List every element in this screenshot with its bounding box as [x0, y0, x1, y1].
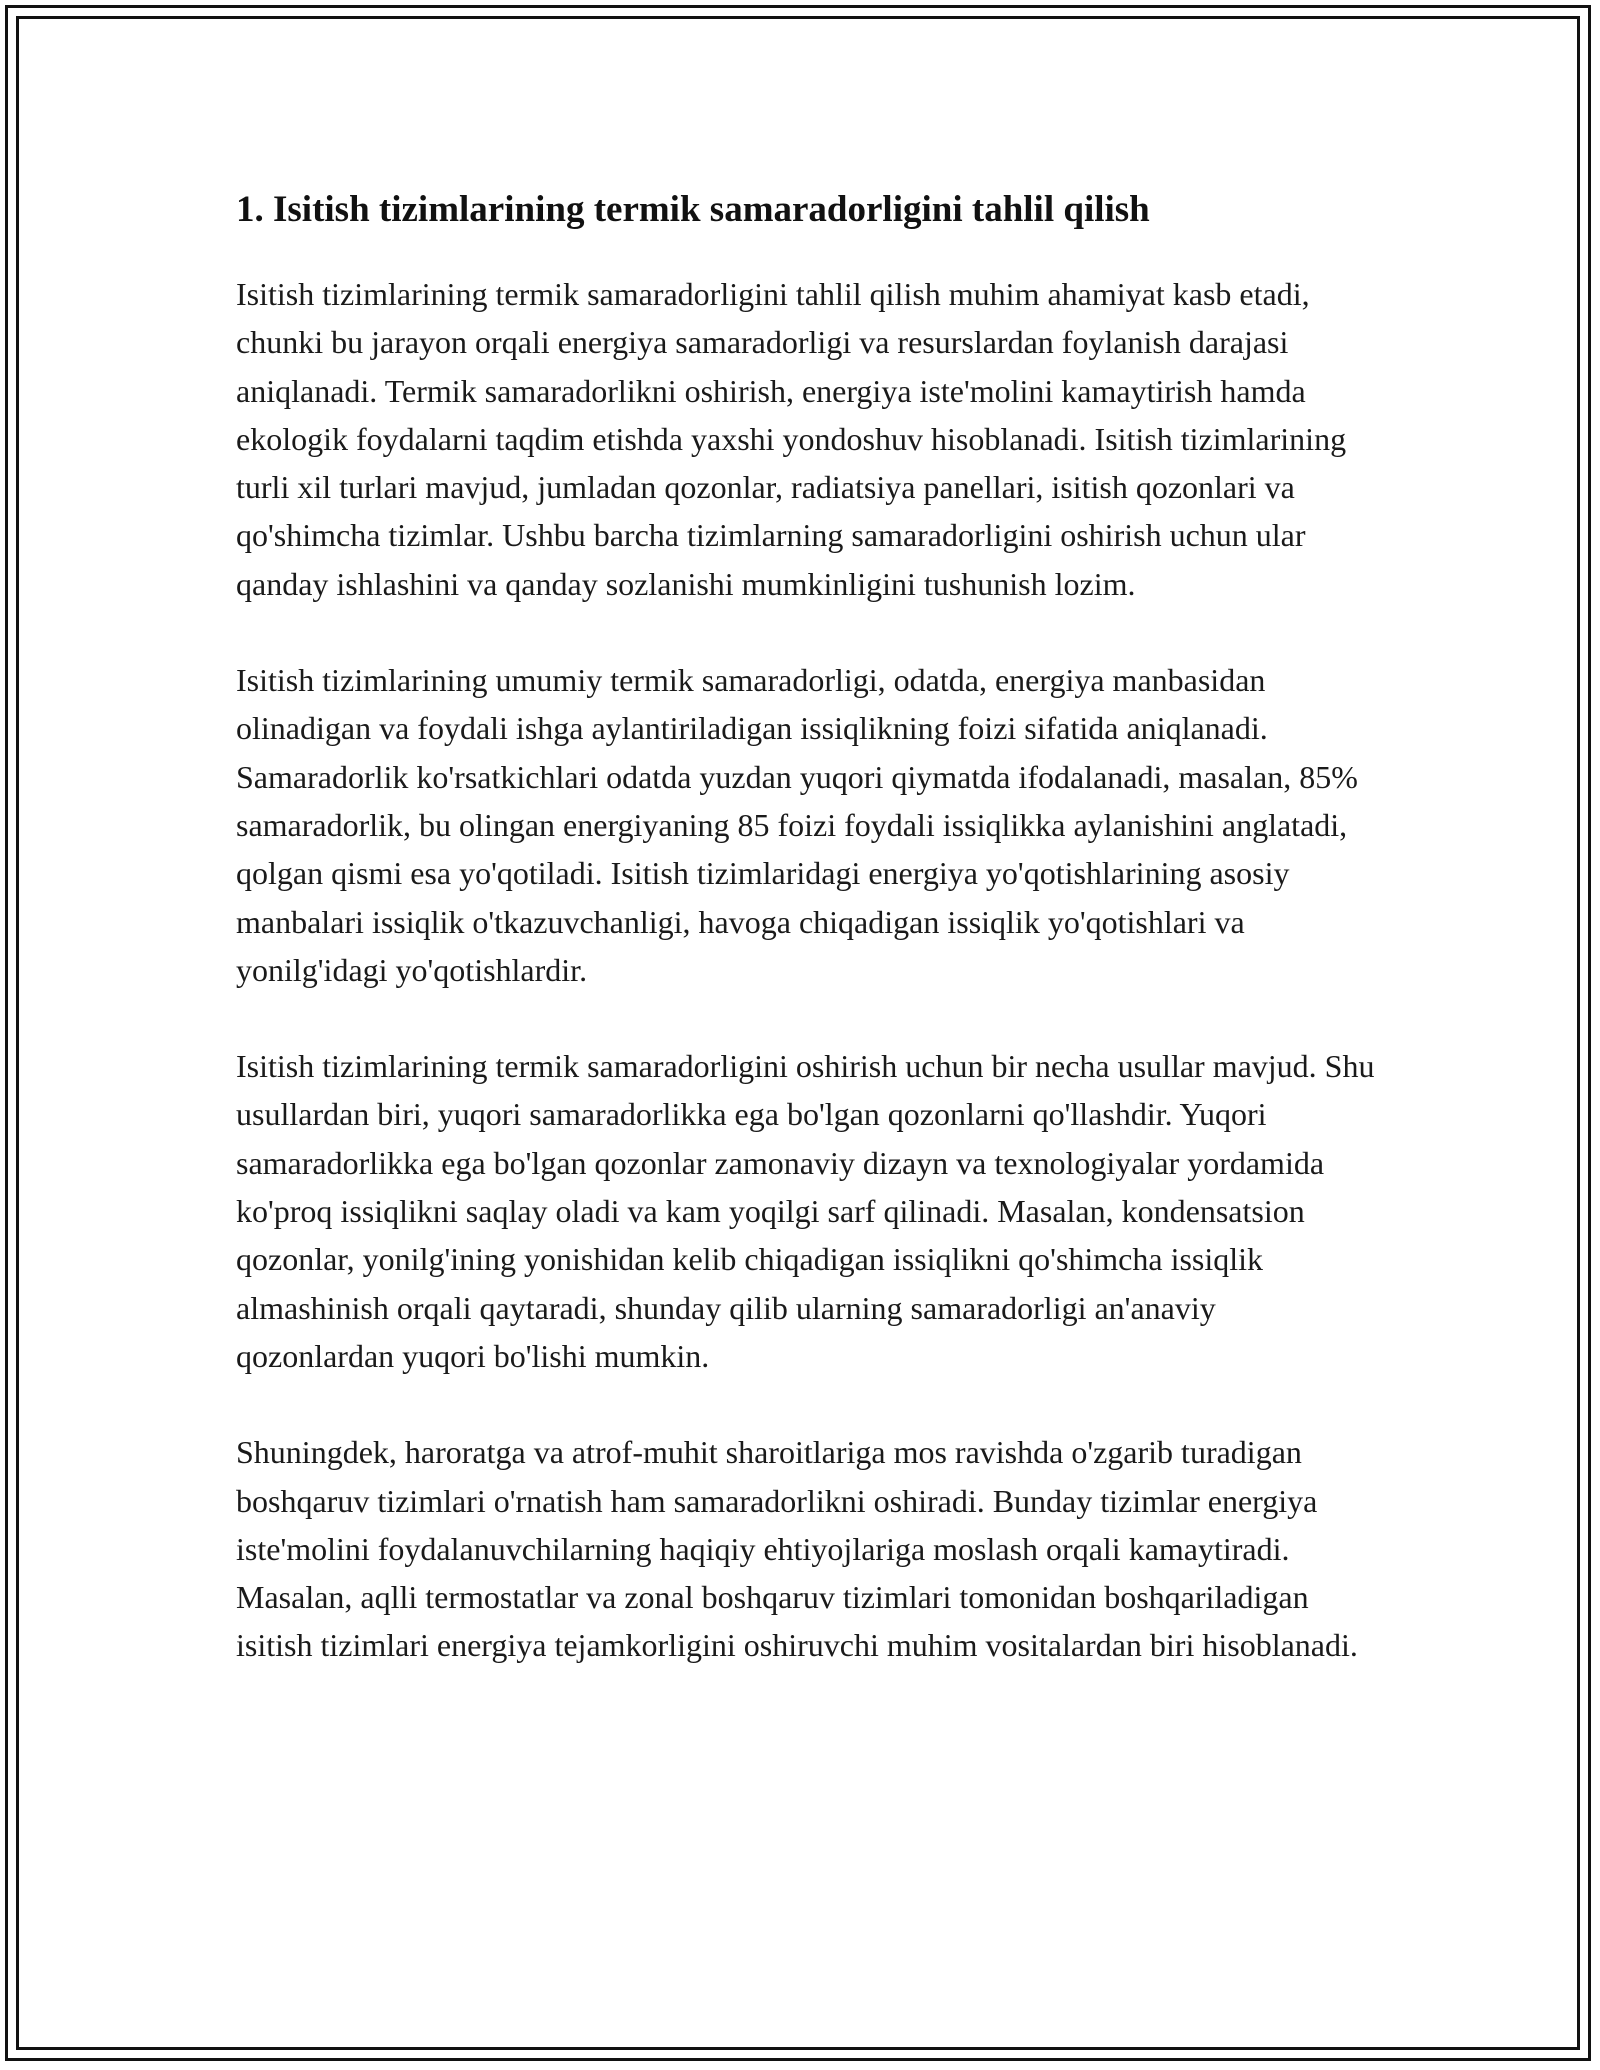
paragraph-4: Shuningdek, haroratga va atrof-muhit sharoitlariga mos ravishda o'zgarib turadigan boshqaruv tizimlari o'rnatish ham samaradorlikni oshiradi. Bunday tizimlar energiya iste'molini foydalanuvchilarning haqiqiy ehtiyojlariga moslash orqali kamaytiradi. Masalan, aqlli termostatlar va zonal boshqaruv tizimlari tomonidan boshqariladigan isitish tizimlari energiya tejamkorligini oshiruvchi muhim vositalardan biri hisoblanadi.	[236, 1434, 1358, 1664]
paragraph-2: Isitish tizimlarining umumiy termik samaradorligi, odatda, energiya manbasidan olinadigan va foydali ishga aylantiriladigan issiqlikning foizi sifatida aniqlanadi. Samaradorlik ko'rsatkichlari odatda yuzdan yuqori qiymatda ifodalanadi, masalan, 85% samaradorlik, bu olingan energiyaning 85 foizi foydali issiqlikka aylanishini anglatadi, qolgan qismi esa yo'qotiladi. Isitish tizimlaridagi energiya yo'qotishlarining asosiy manbalari issiqlik o'tkazuvchanligi, havoga chiqadigan issiqlik yo'qotishlari va yonilg'idagi yo'qotishlardir.	[236, 662, 1358, 988]
section-heading: 1. Isitish tizimlarining termik samaradorligini tahlil qilish	[236, 189, 1150, 230]
paragraph-3: Isitish tizimlarining termik samaradorligini oshirish uchun bir necha usullar mavjud. Shu usullardan biri, yuqori samaradorlikka ega bo'lgan qozonlarni qo'llashdir. Yuqori samaradorlikka ega bo'lgan qozonlar zamonaviy dizayn va texnologiyalar yordamida ko'proq issiqlikni saqlay oladi va kam yoqilgi sarf qilinadi. Masalan, kondensatsion qozonlar, yonilg'ining yonishidan kelib chiqadigan issiqlikni qo'shimcha issiqlik almashinish orqali qaytaradi, shunday qilib ularning samaradorligi an'anaviy qozonlardan yuqori bo'lishi mumkin.	[236, 1048, 1375, 1374]
paragraph-1: Isitish tizimlarining termik samaradorligini tahlil qilish muhim ahamiyat kasb etadi, chunki bu jarayon orqali energiya samaradorligi va resurslardan foylanish darajasi aniqlanadi. Termik samaradorlikni oshirish, energiya iste'molini kamaytirish hamda ekologik foydalarni taqdim etishda yaxshi yondoshuv hisoblanadi. Isitish tizimlarining turli xil turlari mavjud, jumladan qozonlar, radiatsiya panellari, isitish qozonlari va qo'shimcha tizimlar. Ushbu barcha tizimlarning samaradorligini oshirish uchun ular qanday ishlashini va qanday sozlanishi mumkinligini tushunish lozim.	[236, 276, 1347, 602]
document-body	[236, 186, 1376, 1718]
